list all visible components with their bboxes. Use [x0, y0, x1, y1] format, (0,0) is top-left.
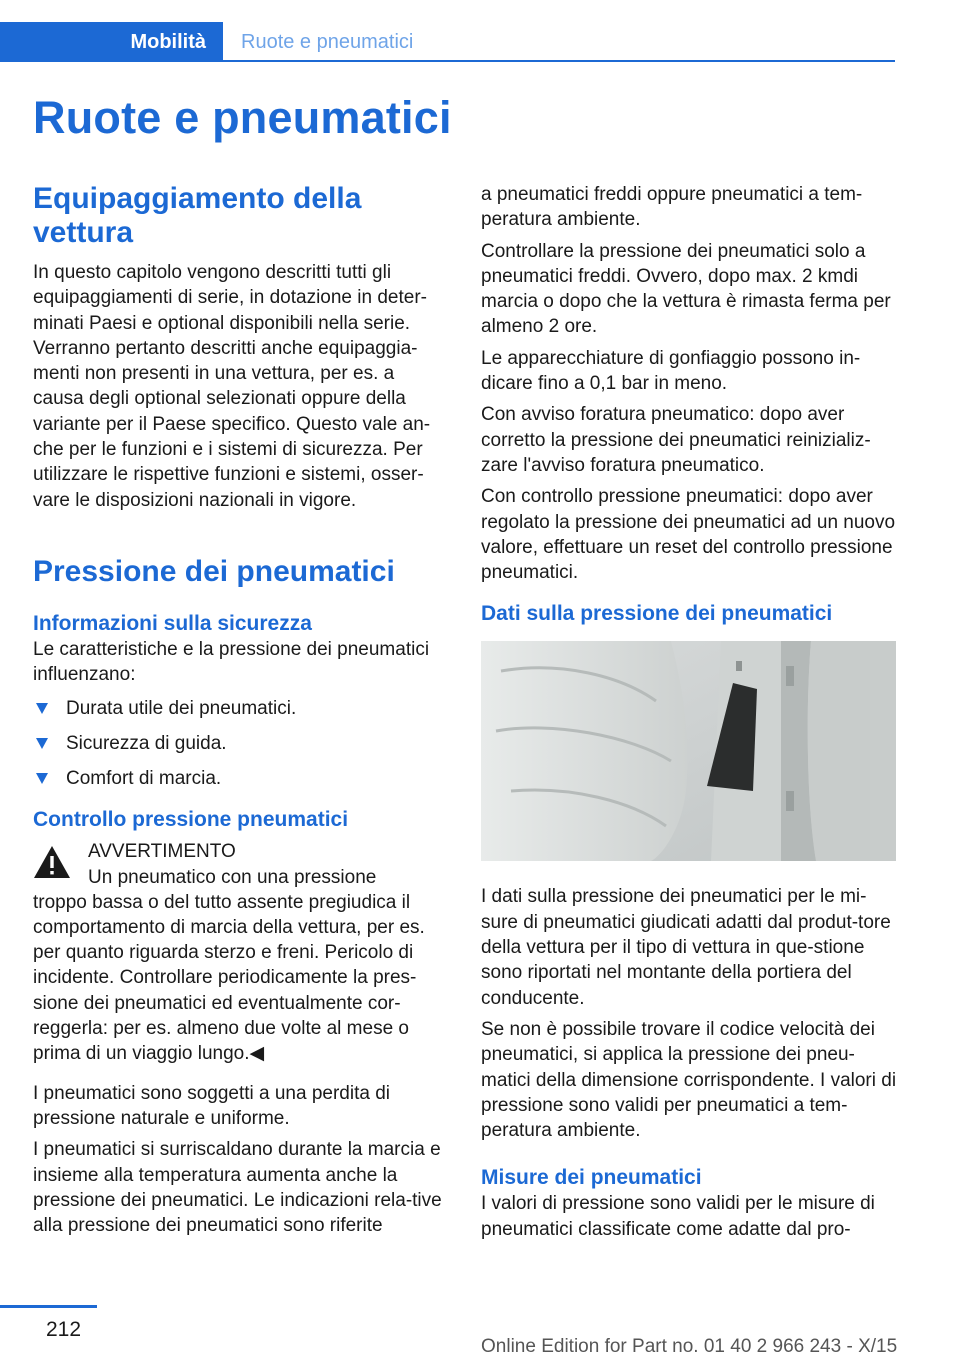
tab-ruote-e-pneumatici[interactable]: Ruote e pneumatici: [241, 30, 414, 53]
inflation-devices-text: Le apparecchiature di gonfiaggio possono in‐dicare fino a 0,1 bar in meno.: [481, 347, 861, 395]
tab-mobilita[interactable]: Mobilità: [0, 22, 223, 62]
list-item: Comfort di marcia.: [33, 766, 449, 791]
bullet-triangle-icon: [36, 773, 48, 784]
warning-text: troppo bassa o del tutto assente pregiudica il comportamento di marcia della vettura, per es. per quanto riguarda sterzo e freni. Pericolo di incidente. Controllare periodicamente la pres‐sione dei pneumatici ed eventualmente cor‐reggerla: per es. almeno due volte al mese o prima di un viaggio lungo.◀: [33, 891, 425, 1065]
page-title: Ruote e pneumatici: [33, 92, 452, 143]
puncture-warning-text: Con avviso foratura pneumatico: dopo aver corretto la pressione dei pneumatici reinizializ‐zare l'avviso foratura pneumatico.: [481, 404, 871, 476]
pressure-heat-text: I pneumatici si surriscaldano durante la marcia e insieme alla temperatura aumenta anche la pressione dei pneumatici. Le indicazioni rela‐tive alla pressione dei pneumatici sono riferite: [33, 1139, 442, 1237]
door-pillar-illustration: [481, 641, 896, 861]
right-column: [481, 182, 897, 1242]
bullet-triangle-icon: [36, 703, 48, 714]
list-item: Sicurezza di guida.: [33, 731, 449, 756]
equipment-text: In questo capitolo vengono descritti tutti gli equipaggiamenti di serie, in dotazione in deter‐minati Paesi e optional disponibili nella serie. Verranno pertanto descritti anche equipaggia‐menti non presenti in una vettura, per es. a causa degli optional selezionati oppure della variante per il Paese specifico. Questo vale an‐che per le funzioni e i sistemi di sicurezza. Per utilizzare le rispettive funzioni e sistemi, osser‐vare le disposizioni nazionali in vigore.: [33, 262, 431, 511]
header-rule: [0, 60, 895, 62]
warning-block: [33, 839, 449, 1067]
pressure-data-heading: Dati sulla pressione dei pneumatici: [481, 602, 833, 626]
speed-code-text: Se non è possibile trovare il codice velocità dei pneumatici, si applica la pressione dei pneu‐matici della dimensione corrispondente. I valori di pressione sono validi per pneumatici a tem‐peratura ambiente.: [481, 1018, 897, 1142]
equipment-heading: Equipaggiamento della vettura: [33, 182, 362, 249]
pressure-control-text: Con controllo pressione pneumatici: dopo aver regolato la pressione dei pneumatici ad un nuovo valore, effettuare un reset del controllo pressione pneumatici.: [481, 486, 896, 584]
edition-text: Online Edition for Part no. 01 40 2 966 243 - X/15: [481, 1336, 898, 1357]
warning-label: AVVERTIMENTO: [88, 840, 236, 862]
pressure-data-text: I dati sulla pressione dei pneumatici per le mi‐sure di pneumatici giudicati adatti dal produt‐tore della vettura per il tipo di vettura in que‐stione sono riportati nel montante della portiera del conducente.: [481, 886, 891, 1009]
warning-first-line: Un pneumatico con una pressione: [88, 866, 377, 888]
bullet-triangle-icon: [36, 738, 48, 749]
tyre-sizes-text: I valori di pressione sono validi per le misure di pneumatici classificate come adatte dal pro‐: [481, 1193, 875, 1240]
check-pressure-text: Controllare la pressione dei pneumatici solo a pneumatici freddi. Ovvero, dopo max. 2 kmdi marcia o dopo che la vettura è rimasta ferma per almeno 2 ore.: [481, 240, 891, 338]
safety-intro: Le caratteristiche e la pressione dei pneumatici influenzano:: [33, 638, 430, 686]
list-item: Durata utile dei pneumatici.: [33, 696, 449, 721]
page-number: 212: [46, 1318, 82, 1341]
warning-triangle-icon: [33, 845, 71, 879]
pressure-heading: Pressione dei pneumatici: [33, 554, 395, 588]
influence-list: [33, 696, 449, 791]
cold-tyre-text: a pneumatici freddi oppure pneumatici a tem‐peratura ambiente.: [481, 184, 863, 231]
footer-rule: [0, 1305, 97, 1308]
safety-heading: Informazioni sulla sicurezza: [33, 611, 312, 635]
tyre-sizes-heading: Misure dei pneumatici: [481, 1166, 702, 1190]
left-column: [33, 182, 449, 1238]
pressure-loss-text: I pneumatici sono soggetti a una perdita di pressione naturale e uniforme.: [33, 1082, 391, 1129]
control-heading: Controllo pressione pneumatici: [33, 807, 349, 831]
